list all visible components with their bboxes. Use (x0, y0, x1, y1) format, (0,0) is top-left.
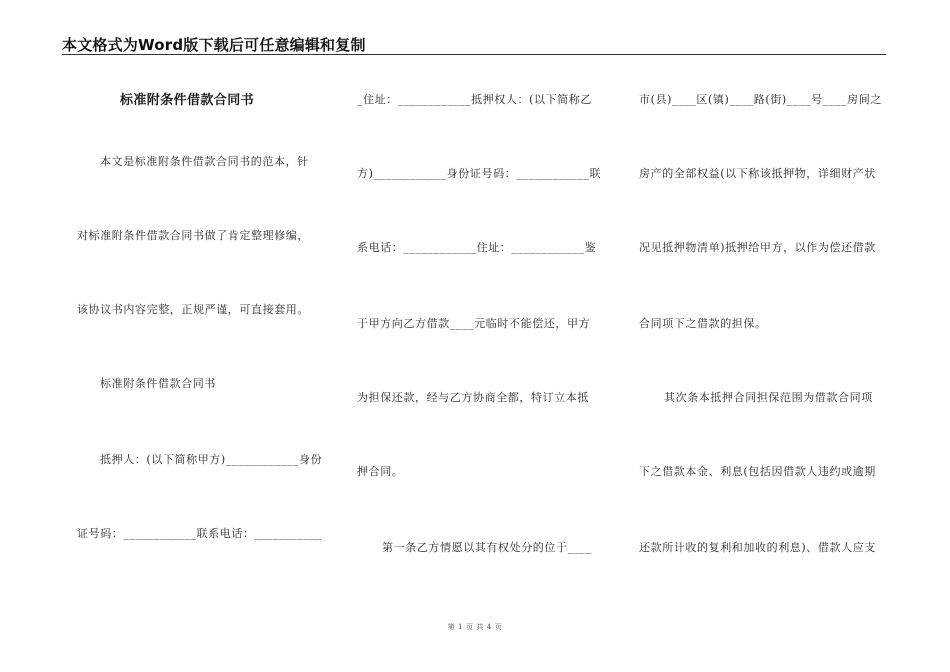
paragraph-line: 方)____________身份证号码：____________联 (357, 167, 602, 180)
document-title: 标准附条件借款合同书 (120, 93, 255, 108)
paragraph-line: 况见抵押物清单)抵押给甲方，以作为偿还借款 (639, 241, 876, 254)
paragraph-line: 抵押人：(以下简称甲方)____________身份 (100, 453, 323, 466)
header-notice: 本文格式为Word版下载后可任意编辑和复制 (62, 36, 366, 54)
page-number: 第 1 页 共 4 页 (447, 623, 503, 631)
paragraph-line: 押合同。 (357, 465, 404, 478)
paragraph-line: 系电话：____________住址：____________鉴 (357, 241, 597, 254)
paragraph-line: 市(县)____区(镇)____路(街)____号____房间之 (639, 93, 882, 106)
text-column-2 (357, 0, 602, 672)
paragraph-line: 对标准附条件借款合同书做了肯定整理修编， (77, 229, 309, 242)
paragraph-line: 本文是标准附条件借款合同书的范本，针 (100, 155, 309, 168)
paragraph-line: 房产的全部权益(以下称该抵押物，详细财产状 (639, 167, 876, 180)
text-column-3 (639, 0, 891, 672)
paragraph-line: 下之借款本金、利息(包括因借款人违约或逾期 (639, 465, 876, 478)
paragraph-line: 该协议书内容完整，正规严谨，可直接套用。 (77, 303, 309, 316)
text-column-1 (74, 0, 336, 672)
paragraph-line: 标准附条件借款合同书 (100, 377, 216, 390)
paragraph-line: 还款所计收的复利和加收的利息)、借款人应支 (639, 541, 876, 554)
paragraph-line: 第一条乙方情愿以其有权处分的位于____ (382, 541, 592, 554)
paragraph-line: _住址：____________抵押权人：(以下简称乙 (357, 93, 592, 106)
paragraph-line: 证号码：____________联系电话：___________ (77, 527, 322, 540)
paragraph-line: 其次条本抵押合同担保范围为借款合同项 (664, 391, 873, 404)
paragraph-line: 为担保还款，经与乙方协商全都，特订立本抵 (357, 391, 589, 404)
paragraph-line: 合同项下之借款的担保。 (639, 317, 767, 330)
paragraph-line: 于甲方向乙方借款____元临时不能偿还，甲方 (357, 317, 591, 330)
